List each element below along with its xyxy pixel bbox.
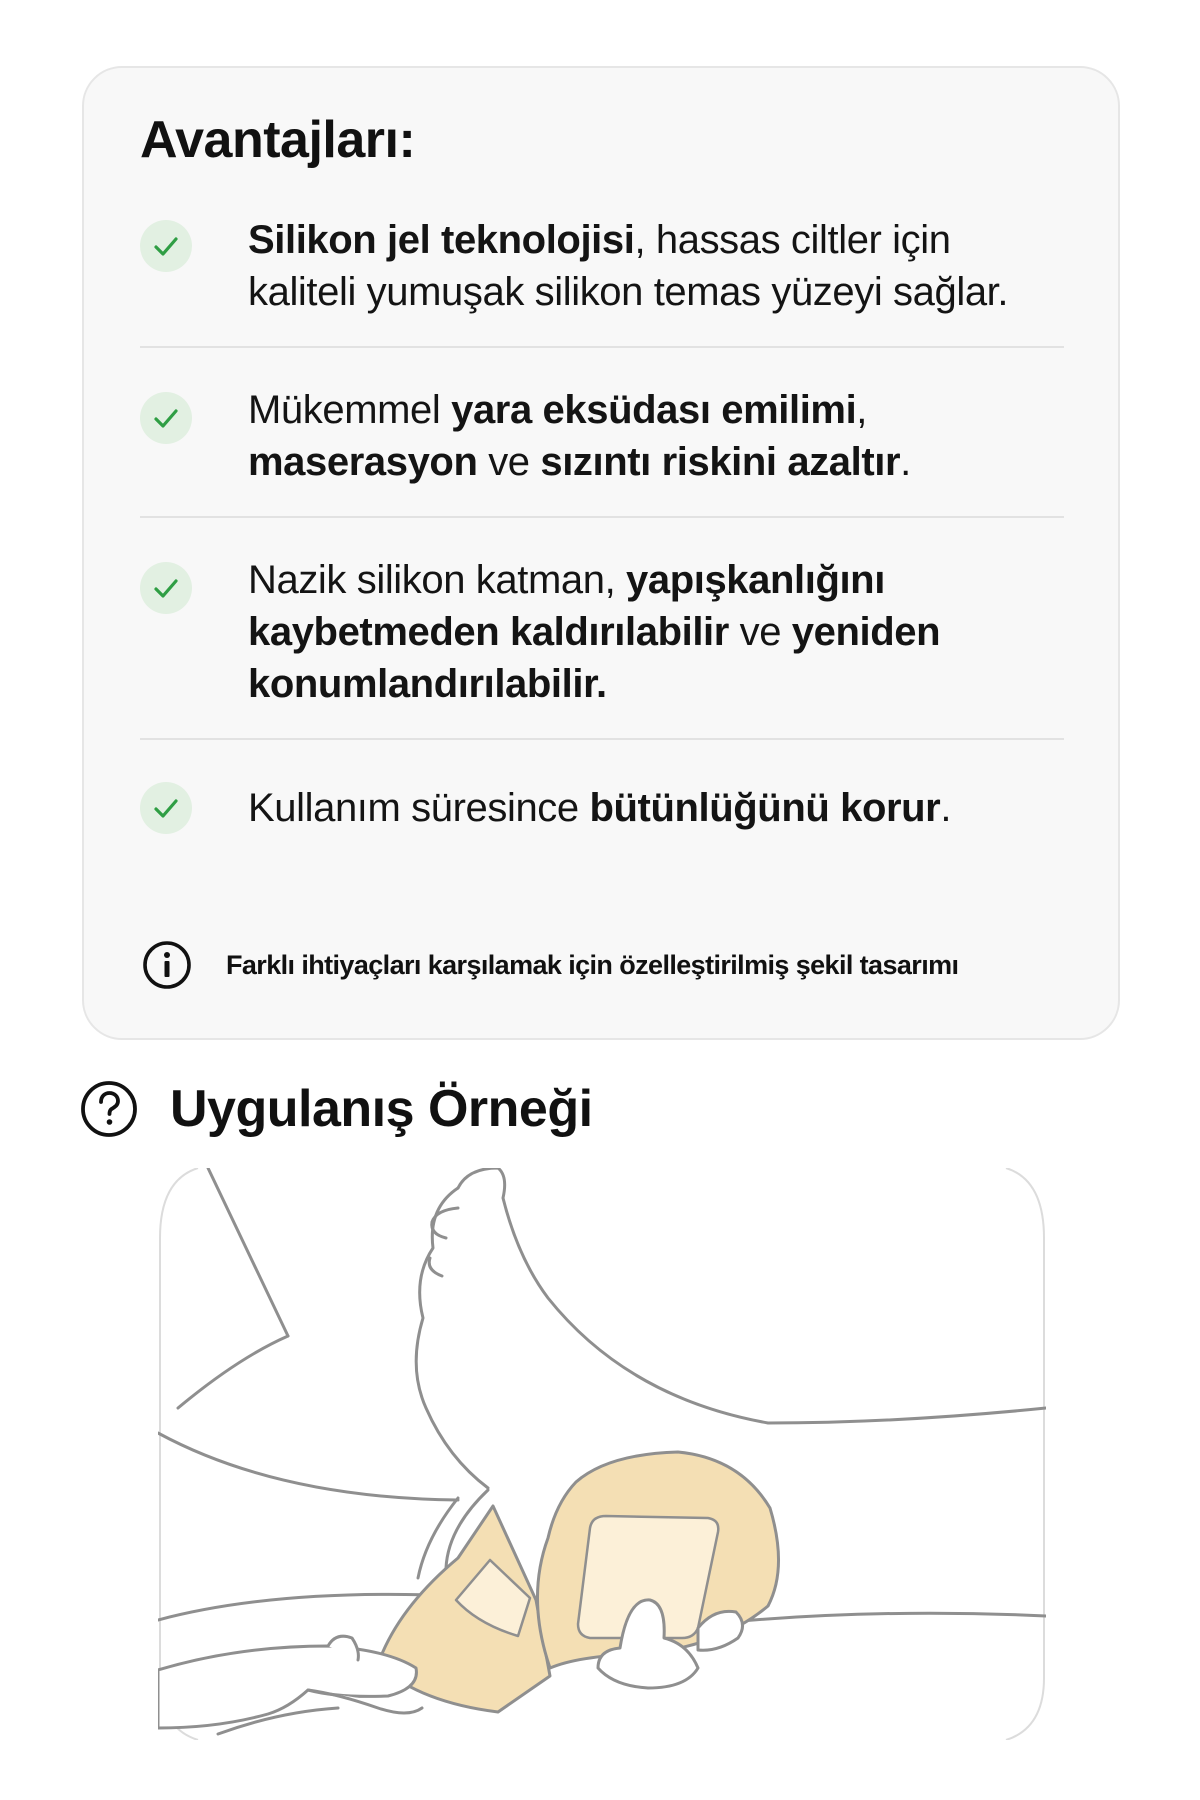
divider bbox=[140, 738, 1064, 740]
advantages-title: Avantajları: bbox=[140, 111, 416, 169]
example-section-header bbox=[80, 1076, 1080, 1136]
benefit-highlight: sızıntı riskini azaltır bbox=[540, 440, 901, 484]
arm-sleeve-line bbox=[158, 1433, 458, 1500]
benefit-highlight: bütünlüğünü korur bbox=[589, 786, 941, 830]
divider bbox=[140, 516, 1064, 518]
benefit-item bbox=[140, 782, 1064, 842]
foot-outline bbox=[416, 1188, 488, 1488]
benefit-item bbox=[140, 554, 1064, 714]
benefit-plain: . bbox=[940, 786, 952, 830]
arm-sleeve-line bbox=[178, 1336, 288, 1408]
check-icon bbox=[140, 220, 192, 272]
benefit-plain: Kullanım süresince bbox=[248, 786, 590, 830]
benefit-highlight: yeniden konumlandırılabilir. bbox=[248, 610, 941, 706]
divider bbox=[140, 346, 1064, 348]
benefit-plain: . bbox=[900, 440, 911, 484]
application-example-illustration bbox=[158, 1168, 1046, 1740]
benefit-highlight: maserasyon bbox=[248, 440, 478, 484]
benefit-text bbox=[248, 554, 1068, 710]
benefit-item bbox=[140, 384, 1064, 494]
example-section-title: Uygulanış Örneği bbox=[170, 1080, 593, 1138]
note-text: Farklı ihtiyaçları karşılamak için özelleştirilmiş şekil tasarımı bbox=[226, 950, 959, 980]
benefit-plain: ve bbox=[728, 610, 792, 654]
benefit-highlight: Silikon jel teknolojisi bbox=[248, 218, 635, 262]
shape-design-note bbox=[142, 938, 1062, 994]
benefit-text bbox=[248, 384, 1068, 488]
benefit-plain: , bbox=[856, 388, 868, 432]
benefit-plain: Nazik silikon katman, bbox=[248, 558, 626, 602]
benefit-plain: ve bbox=[477, 440, 541, 484]
benefit-plain: , hassas ciltler için kaliteli yumuşak silikon temas yüzeyi sağlar. bbox=[248, 218, 1009, 314]
benefit-text bbox=[248, 782, 1068, 834]
toe-line bbox=[429, 1258, 442, 1276]
check-icon bbox=[140, 562, 192, 614]
benefit-highlight: yapışkanlığını kaybetmeden kaldırılabilir bbox=[248, 558, 885, 654]
benefit-plain: Mükemmel bbox=[248, 388, 452, 432]
check-icon bbox=[140, 392, 192, 444]
foot-outline bbox=[458, 1168, 1046, 1423]
application-illustration bbox=[158, 1168, 1046, 1740]
benefit-text bbox=[248, 214, 1068, 318]
check-icon bbox=[140, 782, 192, 834]
question-circle-icon bbox=[80, 1080, 138, 1138]
benefit-item bbox=[140, 214, 1064, 324]
benefit-highlight: yara eksüdası emilimi bbox=[451, 388, 857, 432]
arm-sleeve-line bbox=[208, 1168, 288, 1336]
leg-line bbox=[718, 1613, 1046, 1623]
frame-right-edge bbox=[1006, 1168, 1044, 1740]
advantages-card bbox=[82, 66, 1120, 1040]
frame-left-edge bbox=[160, 1168, 198, 1740]
info-icon bbox=[142, 940, 192, 990]
